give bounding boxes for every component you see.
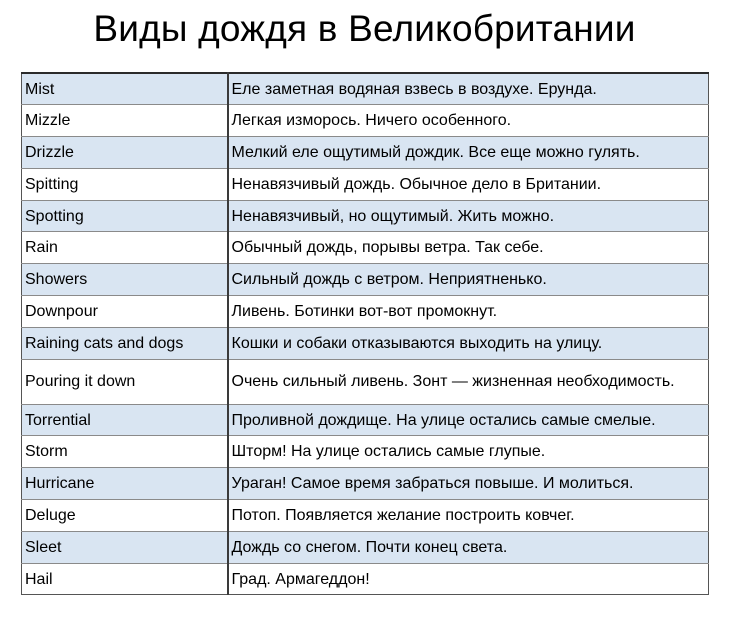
rain-description: Еле заметная водяная взвесь в воздухе. Ерунда.: [228, 73, 709, 105]
rain-description: Обычный дождь, порывы ветра. Так себе.: [228, 232, 709, 264]
rain-term: Mizzle: [22, 105, 228, 137]
rain-term: Drizzle: [22, 137, 228, 169]
rain-term: Mist: [22, 73, 228, 105]
table-row-downpour: [22, 296, 709, 328]
rain-description: Шторм! На улице остались самые глупые.: [228, 436, 709, 468]
rain-term: Pouring it down: [22, 359, 228, 404]
rain-description: Ненавязчивый дождь. Обычное дело в Британии.: [228, 168, 709, 200]
rain-description: Проливной дождище. На улице остались самые смелые.: [228, 404, 709, 436]
table-row-storm: [22, 436, 709, 468]
table-row-spitting: [22, 168, 709, 200]
table-row-pouring-it-down: [22, 359, 709, 404]
table-row-drizzle: [22, 137, 709, 169]
table-row-mist: [22, 73, 709, 105]
rain-term: Sleet: [22, 531, 228, 563]
table-row-deluge: [22, 500, 709, 532]
table-row-spotting: [22, 200, 709, 232]
page-title: Виды дождя в Великобритании: [93, 8, 636, 49]
table-row-torrential: [22, 404, 709, 436]
rain-description: Легкая изморось. Ничего особенного.: [228, 105, 709, 137]
rain-term: Torrential: [22, 404, 228, 436]
rain-description: Ливень. Ботинки вот-вот промокнут.: [228, 296, 709, 328]
rain-description: Потоп. Появляется желание построить ковчег.: [228, 500, 709, 532]
rain-term: Downpour: [22, 296, 228, 328]
rain-term: Spotting: [22, 200, 228, 232]
table-row-showers: [22, 264, 709, 296]
rain-term: Rain: [22, 232, 228, 264]
rain-description: Очень сильный ливень. Зонт — жизненная необходимость.: [228, 359, 709, 404]
rain-term: Raining cats and dogs: [22, 327, 228, 359]
rain-description: Ураган! Самое время забраться повыше. И молиться.: [228, 468, 709, 500]
rain-term: Deluge: [22, 500, 228, 532]
rain-term: Showers: [22, 264, 228, 296]
rain-term: Hurricane: [22, 468, 228, 500]
rain-description: Ненавязчивый, но ощутимый. Жить можно.: [228, 200, 709, 232]
rain-description: Кошки и собаки отказываются выходить на улицу.: [228, 327, 709, 359]
rain-description: Дождь со снегом. Почти конец света.: [228, 531, 709, 563]
rain-term: Hail: [22, 563, 228, 595]
table-row-hurricane: [22, 468, 709, 500]
rain-description: Сильный дождь с ветром. Неприятненько.: [228, 264, 709, 296]
table-row-hail: [22, 563, 709, 595]
rain-description: Мелкий еле ощутимый дождик. Все еще можно гулять.: [228, 137, 709, 169]
table-row-rain: [22, 232, 709, 264]
rain-description: Град. Армагеддон!: [228, 563, 709, 595]
rain-term: Storm: [22, 436, 228, 468]
rain-term: Spitting: [22, 168, 228, 200]
table-row-raining-cats-and-dogs: [22, 327, 709, 359]
rain-types-table: [21, 72, 709, 595]
table-row-sleet: [22, 531, 709, 563]
table-row-mizzle: [22, 105, 709, 137]
